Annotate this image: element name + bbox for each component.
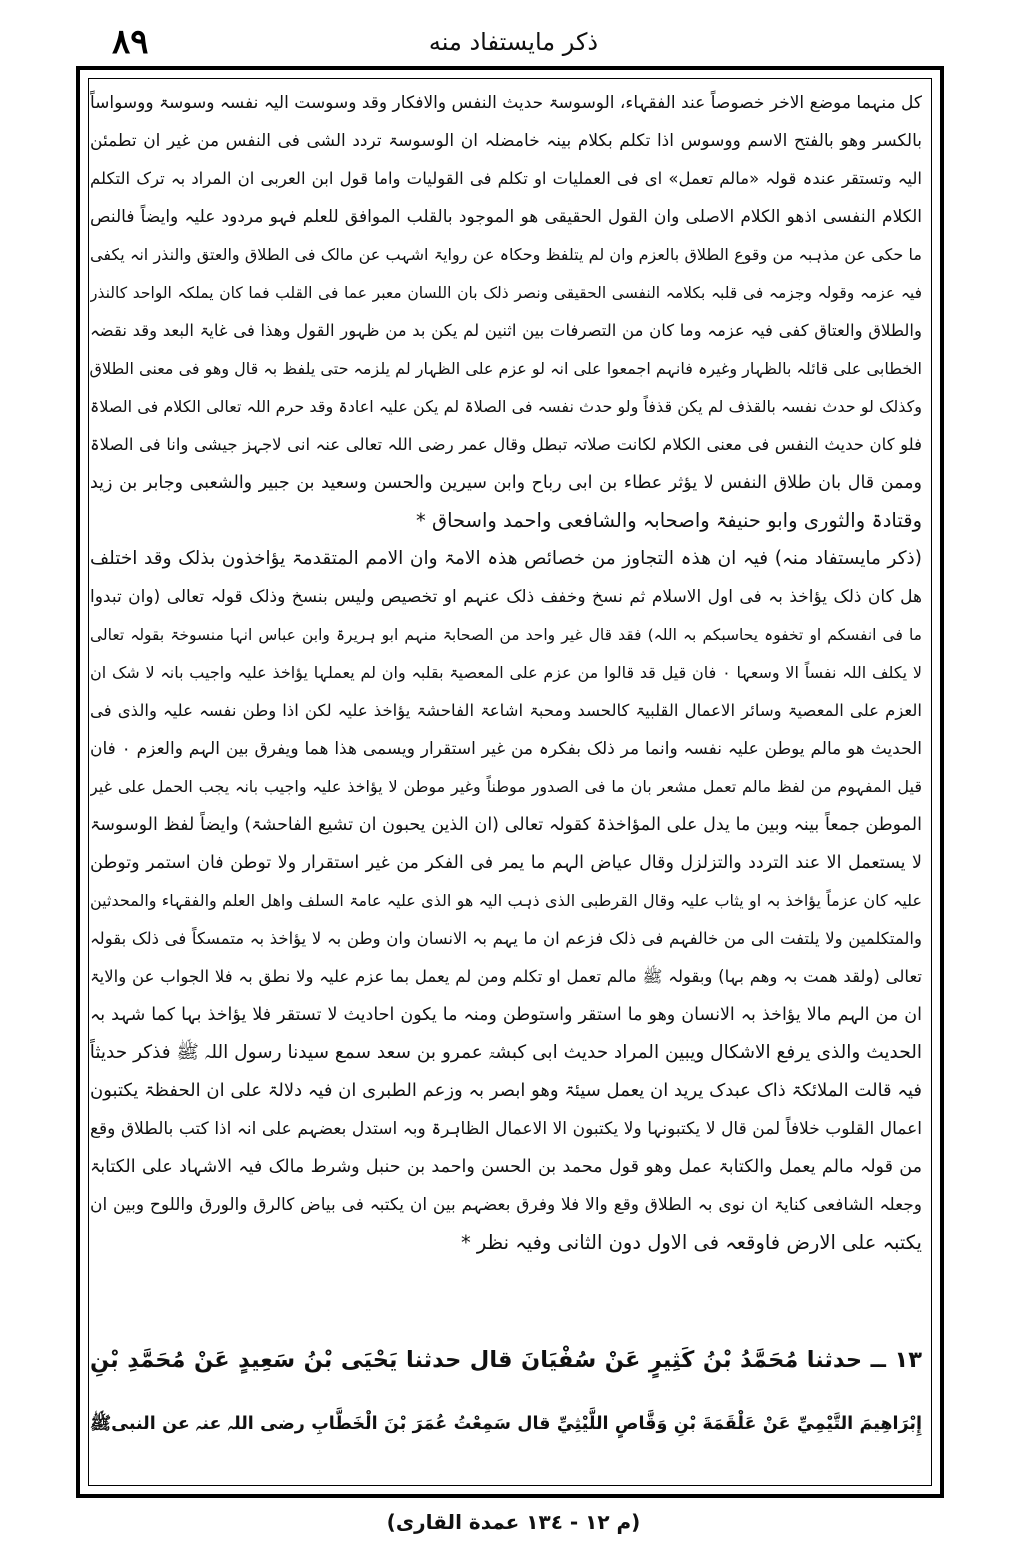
text-line: فیہ عزمہ وقولہ وجزمہ فی قلبہ بکلامہ النفسی الحقیقی ونصر ذلک بان اللسان معبر عما فی القلب فما کان یملکہ الواحد کالنذر — [90, 284, 922, 302]
text-line: فیہ قالت الملائکۃ ذاک عبدک یرید ان یعمل سیئۃ وھو ابصر بہ وزعم الطبری ان فیہ دلالۃ علی ان الحفظۃ یکتبون — [90, 1080, 922, 1101]
text-line: کل منہما موضع الاخر خصوصاً عند الفقہاء، الوسوسۃ حدیث النفس والافکار وقد وسوست الیہ نفسہ وسوسۃ ووسواساً — [90, 93, 922, 113]
text-line: الحدیث والذی یرفع الاشکال ویبین المراد حدیث ابی کبشۃ عمرو بن سعد سمع سیدنا رسول اللہ ﷺ فذکر حدیثاً — [90, 1042, 922, 1063]
text-line: (ذکر مایستفاد منہ) فیہ ان ھذہ التجاوز من خصائص ھذہ الامۃ وان الامم المتقدمۃ یؤاخذون بذلک وقد اختلف — [90, 548, 922, 569]
text-line: لا یکلف اللہ نفساً الا وسعہا ۰ فان قیل قد قالوا من عزم علی المعصیۃ بقلبہ وان لم یعملہا یؤاخذ علیہ واجیب بانہ لا شک ان — [90, 663, 922, 682]
text-line: الموطن جمعاً بینہ وبین ما یدل علی المؤاخذۃ کقولہ تعالی (ان الذین یحبون ان تشیع الفاحشۃ) وایضاً لفظ الوسوسۃ — [90, 815, 922, 835]
hadith-line: إِبْرَاهِيمَ التَّيْمِيِّ عَنْ عَلْقَمَةَ بْنِ وَقَّاصٍ اللَّيْثِيِّ قال سَمِعْتُ عُمَرَ بْنَ الْخَطَّابِ رضی اللہ عنہ عن النبیﷺ — [90, 1414, 922, 1434]
text-line: یکتبہ علی الارض فاوقعہ فی الاول دون الثانی وفیہ نظر * — [460, 1231, 922, 1254]
text-line: بالکسر وھو بالفتح الاسم ووسوس اذا تکلم بکلام بینہ خامضلہ ان الوسوسۃ تردد الشی فی النفس من غیر ان تطمئن — [90, 131, 922, 151]
text-line: وممن قال بان طلاق النفس لا یؤثر عطاء بن ابی رباح وابن سیرین والحسن وسعید بن جبیر والشعبی وجابر بن زید — [90, 473, 922, 493]
text-line: فلو کان حدیث النفس فی معنی الکلام لکانت صلاتہ تبطل وقال عمر رضی اللہ تعالی عنہ انی لاجہز جیشی وانا فی الصلاۃ — [90, 435, 922, 454]
text-line: علیہ کان عزماً یؤاخذ بہ او یثاب علیہ وقال القرطبی الذی ذہب الیہ ھو الذی علیہ عامۃ السلف واھل العلم والفقہاء والمحدثین — [90, 891, 922, 910]
text-line: قیل المفہوم من لفظ مالم تعمل مشعر بان ما فی الصدور موطناً وغیر موطن لا یؤاخذ علیہ واجیب بانہ یجب الحمل علی غیر — [90, 777, 922, 796]
text-line: اعمال القلوب خلافاً لمن قال لا یکتبونہا ولا یکتبون الا الاعمال الظاہرۃ وبہ استدل بعضہم علی انہ اذا کتب بالطلاق وقع — [90, 1119, 922, 1139]
text-line: وکذلک لو حدث نفسہ بالقذف لم یکن قذفاً ولو حدث نفسہ فی الصلاۃ لم یکن علیہ اعادۃ وقد حرم اللہ تعالی الکلام فی الصلاۃ — [90, 397, 922, 416]
text-line: الحدیث ھو مالم یوطن علیہ نفسہ وانما مر ذلک بفکرہ من غیر استقرار ویسمی ھذا ھما ویفرق بین الہم والعزم ۰ فان — [90, 739, 922, 759]
text-line: تعالی (ولقد ھمت بہ وھم بہا) وبقولہ ﷺ مالم تعمل او تکلم ومن لم یعمل بما عزم علیہ ولا نطق بہ فلا الجواب عن والایۃ — [90, 967, 922, 986]
text-line: ما حکی عن مذہبہ من وقوع الطلاق بالعزم وان لم یتلفظ وحکاہ عن روایۃ اشہب عن مالک فی الطلاق والعتق والنذر انہ یکفی — [90, 245, 922, 264]
signature-mark: (م ۱۲ - ۱۳٤ عمدة القاری) — [386, 1510, 641, 1534]
text-line: الیہ وتستقر عندہ قولہ «مالم تعمل» ای فی العملیات او تکلم فی القولیات واما قول ابن العربی ان المراد بہ ترک التکلم — [90, 169, 922, 188]
text-line: العزم علی المعصیۃ وسائر الاعمال القلبیۃ کالحسد ومحبۃ اشاعۃ الفاحشۃ یؤاخذ علیہ لکن اذا وطن نفسہ علیہ والذی فی — [90, 701, 922, 720]
hadith-line: ۱۳ ــ حدثنا مُحَمَّدُ بْنُ كَثِيرٍ عَنْ سُفْيَانَ قال حدثنا يَحْيَى بْنُ سَعِيدٍ عَنْ مُحَمَّدِ بْنِ — [90, 1347, 922, 1373]
text-line: من قولہ مالم یعمل والکتابۃ عمل وھو قول محمد بن الحسن واحمد بن حنبل وشرط مالک فیہ الاشہاد علی الکتابۃ — [90, 1157, 922, 1177]
text-line: وجعلہ الشافعی کنایۃ ان نوی بہ الطلاق وقع والا فلا وفرق بعضہم بین ان یکتبہ فی بیاض کالرق والورق واللوح وبین ان — [90, 1195, 922, 1215]
text-line: الکلام النفسی اذھو الکلام الاصلی وان القول الحقیقی ھو الموجود بالقلب الموافق للعلم فہو مردود علیہ وایضاً فالنص — [90, 207, 922, 227]
text-line: والمتکلمین ولا یلتفت الی من خالفہم فی ذلک فزعم ان ما یہم بہ الانسان وان وطن بہ لا یؤاخذ بہ متمسکاً فی ذلک بقولہ — [90, 929, 922, 948]
hadith-text — [90, 1328, 922, 1456]
text-line: لا یستعمل الا عند التردد والتزلزل وقال عیاض الہم ما یمر فی الفکر من غیر استقرار ولا توطن فان استمر وتوطن — [90, 853, 922, 873]
running-header: ذکر مایستفاد منه — [428, 28, 599, 56]
text-line: والطلاق والعتاق کفی فیہ عزمہ وما کان من التصرفات بین اثنین لم یکن بد من ظہور القول وھذا فی غایۃ البعد وقد نقضہ — [90, 321, 922, 340]
text-line: وقتادۃ والثوری وابو حنیفۃ واصحابہ والشافعی واحمد واسحاق * — [416, 509, 922, 532]
text-line: الخطابی علی قائلہ بالظہار وغیرہ فانہم اجمعوا علی انہ لو عزم علی الظہار لم یلزمہ حتی یلفظ بہ قال وھو فی معنی الطلاق — [90, 359, 922, 378]
commentary-text — [90, 84, 922, 1319]
text-line: ان من الہم مالا یؤاخذ بہ الانسان وھو ما استقر واستوطن ومنہ ما یکون احادیث لا تستقر فلا یؤاخذ بہا کما شہد بہ — [90, 1005, 922, 1025]
page-number: ٨٩ — [112, 22, 149, 62]
text-line: ما فی انفسکم او تخفوہ یحاسبکم بہ اللہ) فقد قال غیر واحد من الصحابۃ منہم ابو ہریرۃ وابن عباس انہا منسوخۃ بقولہ تعالی — [90, 626, 922, 644]
text-line: ھل کان ذلک یؤاخذ بہ فی اول الاسلام ثم نسخ وخفف ذلک عنہم او تخصیص ولیس بنسخ وذلک قولہ تعالی (وان تبدوا — [90, 587, 922, 607]
